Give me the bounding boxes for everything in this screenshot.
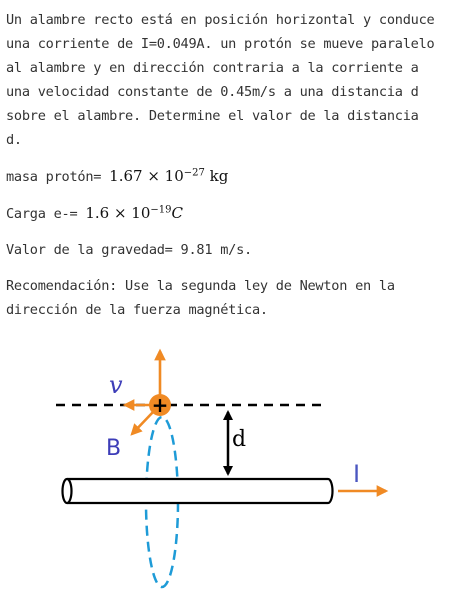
- recommendation: Recomendación: Use la segunda ley de Newton en la dirección de la fuerza magnética.: [6, 278, 395, 318]
- proton-mass-value: $1.67 \times 10^{-27}$ kg: [109, 167, 229, 185]
- distance-label: d: [232, 427, 247, 452]
- wire: [63, 479, 333, 503]
- problem-text: [6, 8, 442, 334]
- proton-symbol: +: [151, 393, 169, 417]
- proton-mass-label: masa protón=: [6, 169, 110, 185]
- charge-value: $1.6 \times 10^{-19}C$: [85, 204, 183, 222]
- problem-statement: Un alambre recto está en posición horizontal y conduce una corriente de I=0.049A. un protón se mueve paralelo al alambre y en dirección contraria a la corriente a una velocidad constante de 0.45m/s a una distancia d sobre el alambre. Determine el valor de la distancia d.: [6, 12, 435, 148]
- proton: [149, 393, 171, 417]
- current-label: I: [353, 460, 361, 488]
- charge-label: Carga e-=: [6, 206, 86, 222]
- proton-mass-line: [6, 164, 442, 189]
- charge-line: [6, 201, 442, 226]
- physics-diagram: [0, 340, 449, 612]
- field-label: B: [106, 436, 122, 461]
- gravity-line: Valor de la gravedad= 9.81 m/s.: [6, 242, 252, 258]
- velocity-label: v: [109, 371, 123, 399]
